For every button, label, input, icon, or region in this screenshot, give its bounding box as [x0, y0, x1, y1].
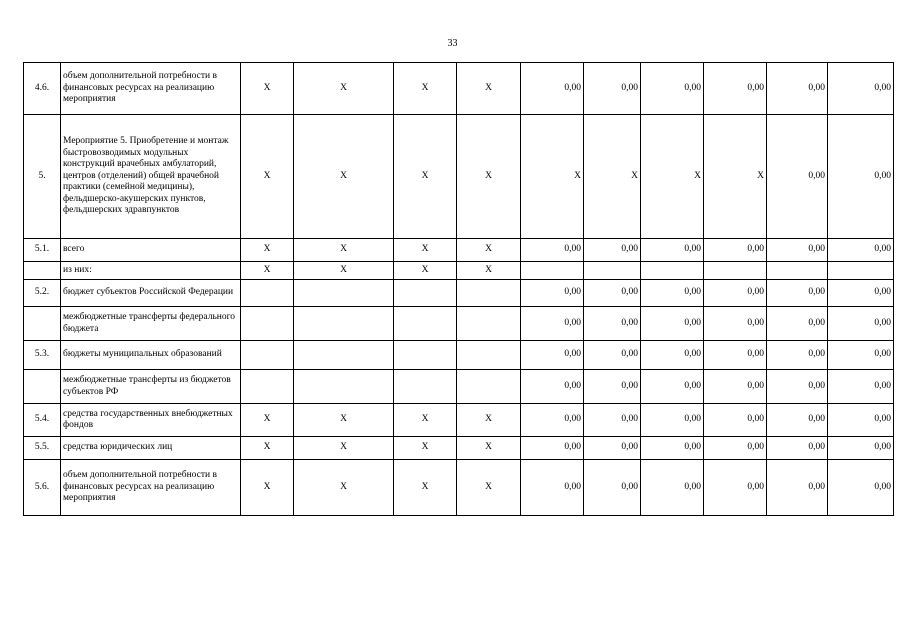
row-number: 5.6.: [24, 460, 61, 516]
value-cell: 0,00: [704, 341, 767, 370]
table-row: [24, 239, 894, 262]
value-cell: 0,00: [641, 404, 704, 437]
x-cell: [294, 341, 394, 370]
value-cell: 0,00: [521, 63, 584, 115]
x-cell: [294, 307, 394, 341]
x-cell: X: [294, 460, 394, 516]
x-cell: X: [457, 460, 521, 516]
value-cell: 0,00: [767, 280, 828, 307]
row-name: всего: [61, 239, 241, 262]
row-name: объем дополнительной потребности в финансовых ресурсах на реализацию мероприятия: [61, 460, 241, 516]
value-cell: 0,00: [704, 307, 767, 341]
row-number: [24, 370, 61, 404]
value-cell: 0,00: [584, 239, 641, 262]
row-name: Мероприятие 5. Приобретение и монтаж быстровозводимых модульных конструкций врачебных амбулаторий, центров (отделений) общей врачебной практики (семейной медицины), фельдшерско-акушерских пунктов, фельдшерских здравпунктов: [61, 115, 241, 239]
row-number: 5.3.: [24, 341, 61, 370]
value-cell: 0,00: [828, 404, 894, 437]
value-cell: 0,00: [828, 280, 894, 307]
x-cell: [241, 280, 294, 307]
value-cell: [641, 262, 704, 280]
row-name: бюджеты муниципальных образований: [61, 341, 241, 370]
table-row: [24, 460, 894, 516]
x-cell: [457, 280, 521, 307]
x-cell: X: [457, 63, 521, 115]
value-cell: [521, 262, 584, 280]
page-number: 33: [447, 38, 458, 49]
value-cell: 0,00: [704, 63, 767, 115]
value-cell: 0,00: [828, 115, 894, 239]
table-row: [24, 370, 894, 404]
value-cell: 0,00: [828, 63, 894, 115]
x-cell: X: [457, 404, 521, 437]
x-cell: X: [457, 239, 521, 262]
value-cell: 0,00: [641, 341, 704, 370]
value-cell: [584, 262, 641, 280]
x-cell: X: [457, 437, 521, 460]
row-number: 5.5.: [24, 437, 61, 460]
row-name: объем дополнительной потребности в финансовых ресурсах на реализацию мероприятия: [61, 63, 241, 115]
table-row: [24, 262, 894, 280]
x-cell: X: [294, 115, 394, 239]
x-cell: X: [241, 262, 294, 280]
value-cell: 0,00: [584, 460, 641, 516]
x-cell: [457, 341, 521, 370]
x-cell: X: [294, 63, 394, 115]
value-cell: 0,00: [704, 370, 767, 404]
value-cell: X: [584, 115, 641, 239]
row-name: из них:: [61, 262, 241, 280]
table-row: [24, 404, 894, 437]
row-number: 5.2.: [24, 280, 61, 307]
value-cell: X: [704, 115, 767, 239]
row-number: [24, 307, 61, 341]
row-number: 5.1.: [24, 239, 61, 262]
value-cell: 0,00: [641, 307, 704, 341]
value-cell: 0,00: [828, 370, 894, 404]
value-cell: 0,00: [767, 370, 828, 404]
value-cell: 0,00: [521, 341, 584, 370]
x-cell: X: [394, 63, 457, 115]
value-cell: 0,00: [521, 239, 584, 262]
x-cell: X: [241, 239, 294, 262]
value-cell: 0,00: [828, 239, 894, 262]
x-cell: [457, 370, 521, 404]
value-cell: [704, 262, 767, 280]
x-cell: X: [457, 115, 521, 239]
value-cell: 0,00: [704, 280, 767, 307]
x-cell: [294, 280, 394, 307]
value-cell: 0,00: [584, 404, 641, 437]
x-cell: X: [241, 63, 294, 115]
row-number: 4.6.: [24, 63, 61, 115]
row-name: средства юридических лиц: [61, 437, 241, 460]
x-cell: [294, 370, 394, 404]
value-cell: 0,00: [584, 341, 641, 370]
table-row: [24, 115, 894, 239]
value-cell: 0,00: [828, 437, 894, 460]
value-cell: 0,00: [828, 341, 894, 370]
value-cell: 0,00: [767, 63, 828, 115]
x-cell: [241, 370, 294, 404]
table-row: [24, 63, 894, 115]
row-number: 5.: [24, 115, 61, 239]
x-cell: X: [241, 437, 294, 460]
table-row: [24, 280, 894, 307]
value-cell: 0,00: [767, 239, 828, 262]
value-cell: 0,00: [641, 280, 704, 307]
value-cell: X: [641, 115, 704, 239]
value-cell: 0,00: [704, 404, 767, 437]
value-cell: 0,00: [584, 63, 641, 115]
value-cell: X: [521, 115, 584, 239]
x-cell: X: [241, 460, 294, 516]
budget-table: [23, 62, 894, 516]
value-cell: 0,00: [641, 370, 704, 404]
x-cell: X: [294, 404, 394, 437]
row-name: межбюджетные трансферты из бюджетов субъектов РФ: [61, 370, 241, 404]
x-cell: X: [241, 115, 294, 239]
value-cell: 0,00: [521, 307, 584, 341]
table-row: [24, 437, 894, 460]
x-cell: X: [394, 239, 457, 262]
x-cell: X: [394, 115, 457, 239]
value-cell: 0,00: [828, 460, 894, 516]
x-cell: X: [394, 437, 457, 460]
value-cell: 0,00: [828, 307, 894, 341]
table-row: [24, 341, 894, 370]
value-cell: 0,00: [767, 307, 828, 341]
value-cell: 0,00: [767, 115, 828, 239]
value-cell: 0,00: [767, 460, 828, 516]
x-cell: [394, 280, 457, 307]
value-cell: 0,00: [584, 437, 641, 460]
value-cell: 0,00: [521, 404, 584, 437]
value-cell: 0,00: [521, 370, 584, 404]
x-cell: [241, 341, 294, 370]
value-cell: 0,00: [521, 280, 584, 307]
value-cell: [828, 262, 894, 280]
value-cell: 0,00: [584, 307, 641, 341]
x-cell: X: [394, 262, 457, 280]
value-cell: 0,00: [767, 437, 828, 460]
value-cell: 0,00: [704, 239, 767, 262]
row-name: средства государственных внебюджетных фондов: [61, 404, 241, 437]
row-name: межбюджетные трансферты федерального бюджета: [61, 307, 241, 341]
row-number: [24, 262, 61, 280]
value-cell: 0,00: [521, 460, 584, 516]
x-cell: X: [294, 437, 394, 460]
x-cell: [241, 307, 294, 341]
value-cell: 0,00: [641, 437, 704, 460]
value-cell: 0,00: [704, 437, 767, 460]
value-cell: 0,00: [704, 460, 767, 516]
x-cell: [394, 307, 457, 341]
x-cell: X: [457, 262, 521, 280]
value-cell: 0,00: [584, 370, 641, 404]
x-cell: X: [241, 404, 294, 437]
value-cell: 0,00: [641, 239, 704, 262]
value-cell: 0,00: [584, 280, 641, 307]
x-cell: X: [294, 239, 394, 262]
x-cell: [394, 341, 457, 370]
value-cell: 0,00: [641, 460, 704, 516]
table-row: [24, 307, 894, 341]
value-cell: 0,00: [767, 404, 828, 437]
value-cell: 0,00: [641, 63, 704, 115]
row-name: бюджет субъектов Российской Федерации: [61, 280, 241, 307]
x-cell: [457, 307, 521, 341]
x-cell: X: [394, 460, 457, 516]
value-cell: [767, 262, 828, 280]
row-number: 5.4.: [24, 404, 61, 437]
x-cell: X: [294, 262, 394, 280]
value-cell: 0,00: [767, 341, 828, 370]
x-cell: X: [394, 404, 457, 437]
value-cell: 0,00: [521, 437, 584, 460]
x-cell: [394, 370, 457, 404]
